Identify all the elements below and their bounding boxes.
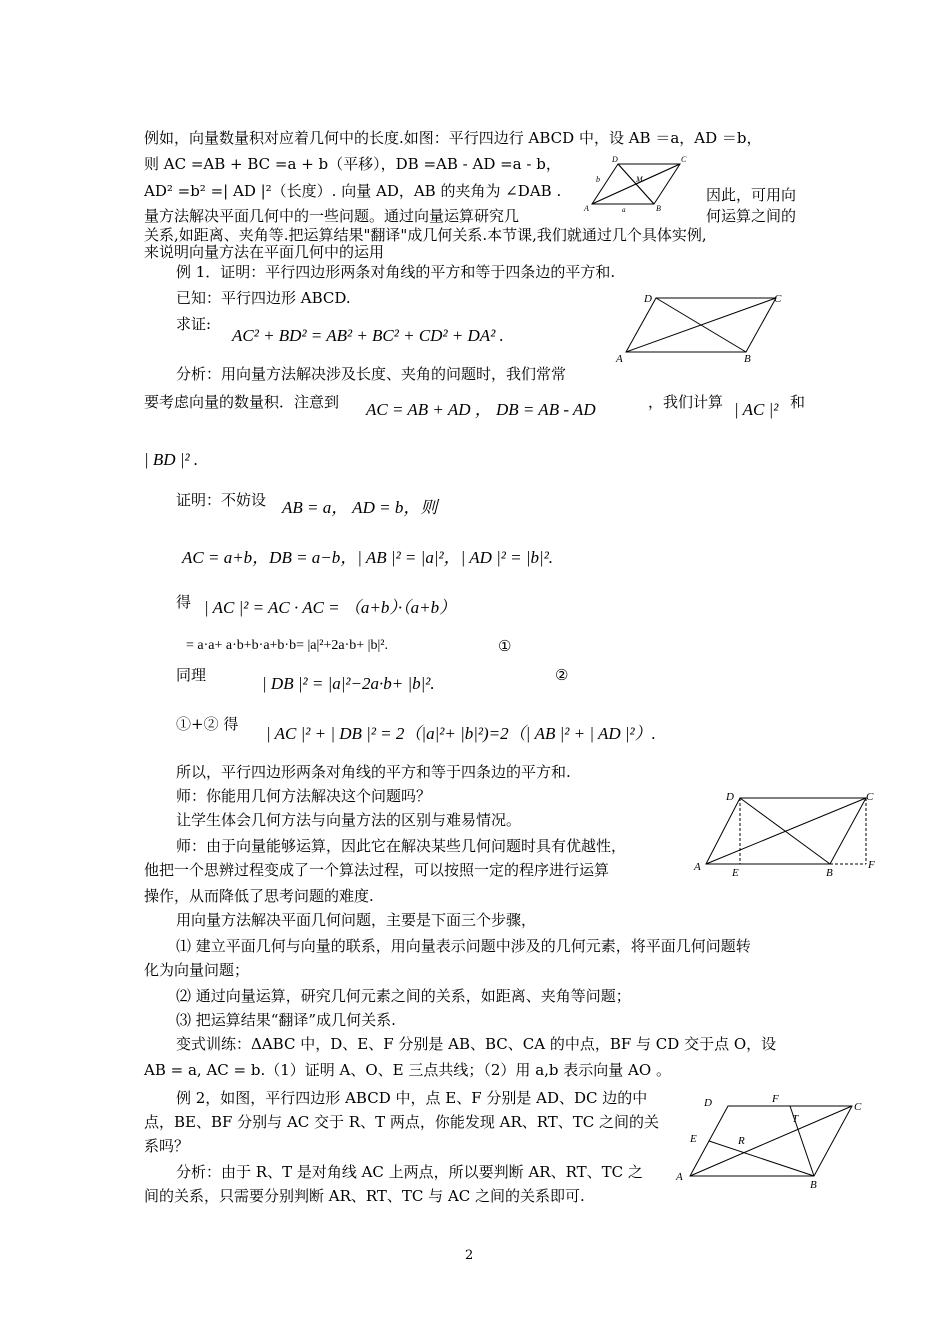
proof-mark-1: ① xyxy=(498,637,512,655)
example2-analysis-1: 分析：由于 R、T 是对角线 AC 上两点，所以要判断 AR、RT、TC 之 xyxy=(176,1163,643,1181)
proof-mark-2: ② xyxy=(555,666,569,684)
fig1-label-c: C xyxy=(681,155,687,164)
example2-line-3: 系吗？ xyxy=(144,1137,190,1155)
fig4-label-f: F xyxy=(772,1093,779,1105)
fig3-label-d: D xyxy=(726,791,734,803)
variant-line-1: 变式训练：ΔABC 中，D、E、F 分别是 AB、BC、CA 的中点，BF 与 CD 交于点 O，设 xyxy=(176,1035,777,1053)
proof-line-4: = a·a+ a·b+b·a+b·b= |a|²+2a·b+ |b|². xyxy=(186,638,388,653)
proof-conclusion: 所以，平行四边形两条对角线的平方和等于四条边的平方和. xyxy=(176,763,571,781)
figure-parallelogram-ef xyxy=(690,788,880,878)
figure-parallelogram-rt xyxy=(676,1092,866,1192)
fig3-label-f: F xyxy=(868,859,875,871)
variant-line-2: AB = a, AC = b.（1）证明 A、O、E 三点共线；（2）用 a,b 表示向量 AO 。 xyxy=(144,1061,671,1079)
example1-analysis-2c: ，我们计算 xyxy=(648,393,724,411)
proof-line-3b: | AC |² = AC · AC = （a+b）·（a+b） xyxy=(204,598,457,617)
discussion-teacher-3: 操作，从而降低了思考问题的难度. xyxy=(144,887,374,905)
proof-line-5a: 同理 xyxy=(176,666,207,684)
fig1-label-b: B xyxy=(656,204,661,213)
fig1-label-m: M xyxy=(636,175,643,184)
fig4-label-a: A xyxy=(676,1171,683,1183)
fig2-label-b: B xyxy=(744,353,751,365)
discussion-student: 让学生体会几何方法与向量方法的区别与难易情况。 xyxy=(176,811,522,829)
example2-line-1: 例 2，如图，平行四边形 ABCD 中，点 E、F 分别是 AD、DC 边的中 xyxy=(176,1089,648,1107)
fig3-label-e: E xyxy=(732,867,739,879)
example2-line-2: 点，BE、BF 分别与 AC 交于 R、T 两点，你能发现 AR、RT、TC 之间的关 xyxy=(144,1113,660,1131)
fig4-label-r: R xyxy=(738,1135,745,1147)
intro-line-4a: 量方法解决平面几何中的一些问题。通过向量运算研究几 xyxy=(144,207,520,225)
page-number: 2 xyxy=(465,1248,474,1263)
example1-analysis-3: | BD |² . xyxy=(144,450,199,469)
fig1-label-d: D xyxy=(612,155,618,164)
proof-line-3a: 得 xyxy=(176,593,192,611)
example2-analysis-2: 间的关系，只需要分别判断 AR、RT、TC 与 AC 之间的关系即可. xyxy=(144,1187,585,1205)
intro-line-1: 例如，向量数量积对应着几何中的长度.如图：平行四边行 ABCD 中，设 AB ＝a，AD ＝b， xyxy=(144,129,762,147)
discussion-teacher-2: 他把一个思辨过程变成了一个算法过程，可以按照一定的程序进行运算 xyxy=(144,861,610,879)
steps-3: ⑶ 把运算结果“翻译”成几何关系. xyxy=(176,1011,396,1029)
steps-1a: ⑴ 建立平面几何与向量的联系，用向量表示问题中涉及的几何元素，将平面几何问题转 xyxy=(176,937,751,955)
steps-intro: 用向量方法解决平面几何问题，主要是下面三个步骤， xyxy=(176,911,537,929)
discussion-teacher-1: 师：由于向量能够运算，因此它在解决某些几何问题时具有优越性， xyxy=(176,837,627,855)
proof-line-6a: ①+② 得 xyxy=(176,715,239,733)
fig2-label-a: A xyxy=(616,353,623,365)
example1-analysis-1: 分析：用向量方法解决涉及长度、夹角的问题时，我们常常 xyxy=(176,365,567,383)
discussion-question: 师：你能用几何方法解决这个问题吗？ xyxy=(176,787,432,805)
fig4-label-e: E xyxy=(690,1133,697,1145)
intro-line-4b: 何运算之间的 xyxy=(706,207,797,225)
proof-line-2: AC = a+b，DB = a−b，| AB |² = |a|²，| AD |² = |b|². xyxy=(182,548,554,567)
intro-line-3b: 因此，可用向 xyxy=(706,186,797,204)
fig4-label-t: T xyxy=(792,1113,799,1125)
fig2-label-d: D xyxy=(644,293,652,305)
proof-line-1a: 证明：不妨设 xyxy=(176,491,267,509)
fig4-label-c: C xyxy=(854,1101,862,1113)
fig3-label-b: B xyxy=(826,867,833,879)
figure-parallelogram-abcd xyxy=(616,290,786,365)
proof-line-1b: AB = a， AD = b，则 xyxy=(282,498,438,517)
figure-parallelogram-m xyxy=(584,155,698,216)
intro-line-3a: AD² =b² =| AD |²（长度）. 向量 AD，AB 的夹角为 ∠DAB . xyxy=(144,182,562,200)
example1-analysis-2a: 要考虑向量的数量积．注意到 xyxy=(144,393,340,411)
steps-1b: 化为向量问题； xyxy=(144,961,250,979)
fig2-label-c: C xyxy=(774,293,782,305)
steps-2: ⑵ 通过向量运算，研究几何元素之间的关系，如距离、夹角等问题； xyxy=(176,987,631,1005)
fig3-label-a: A xyxy=(694,861,701,873)
intro-line-2: 则 AC =AB + BC =a + b（平移），DB =AB - AD =a - b， xyxy=(144,155,561,173)
intro-line-6: 来说明向量方法在平面几何中的运用 xyxy=(144,243,385,261)
fig1-label-a: A xyxy=(584,204,589,213)
example1-given: 已知：平行四边形 ABCD. xyxy=(176,289,351,307)
fig1-label-vec-a: a xyxy=(622,206,626,214)
proof-line-6b: | AC |² + | DB |² = 2（|a|²+ |b|²)=2（| AB |² + | AD |²）. xyxy=(266,724,656,743)
example1-prove-label: 求证: xyxy=(176,315,212,333)
intro-line-5: 关系,如距离、夹角等.把运算结果"翻译"成几何关系.本节课,我们就通过几个具体实例, xyxy=(144,226,707,244)
example1-title: 例 1．证明：平行四边形两条对角线的平方和等于四条边的平方和. xyxy=(176,263,616,281)
fig3-label-c: C xyxy=(866,791,874,803)
fig1-label-vec-b: b xyxy=(596,175,600,184)
example1-analysis-2e: 和 xyxy=(790,393,806,411)
example1-analysis-2b: AC = AB + AD ， DB = AB - AD xyxy=(366,400,596,419)
proof-line-5b: | DB |² = |a|²−2a·b+ |b|². xyxy=(262,674,435,693)
fig4-label-b: B xyxy=(810,1179,817,1191)
example1-prove-formula: AC² + BD² = AB² + BC² + CD² + DA² . xyxy=(232,326,504,345)
fig4-label-d: D xyxy=(704,1097,712,1109)
example1-analysis-2d: | AC |² xyxy=(734,400,779,419)
